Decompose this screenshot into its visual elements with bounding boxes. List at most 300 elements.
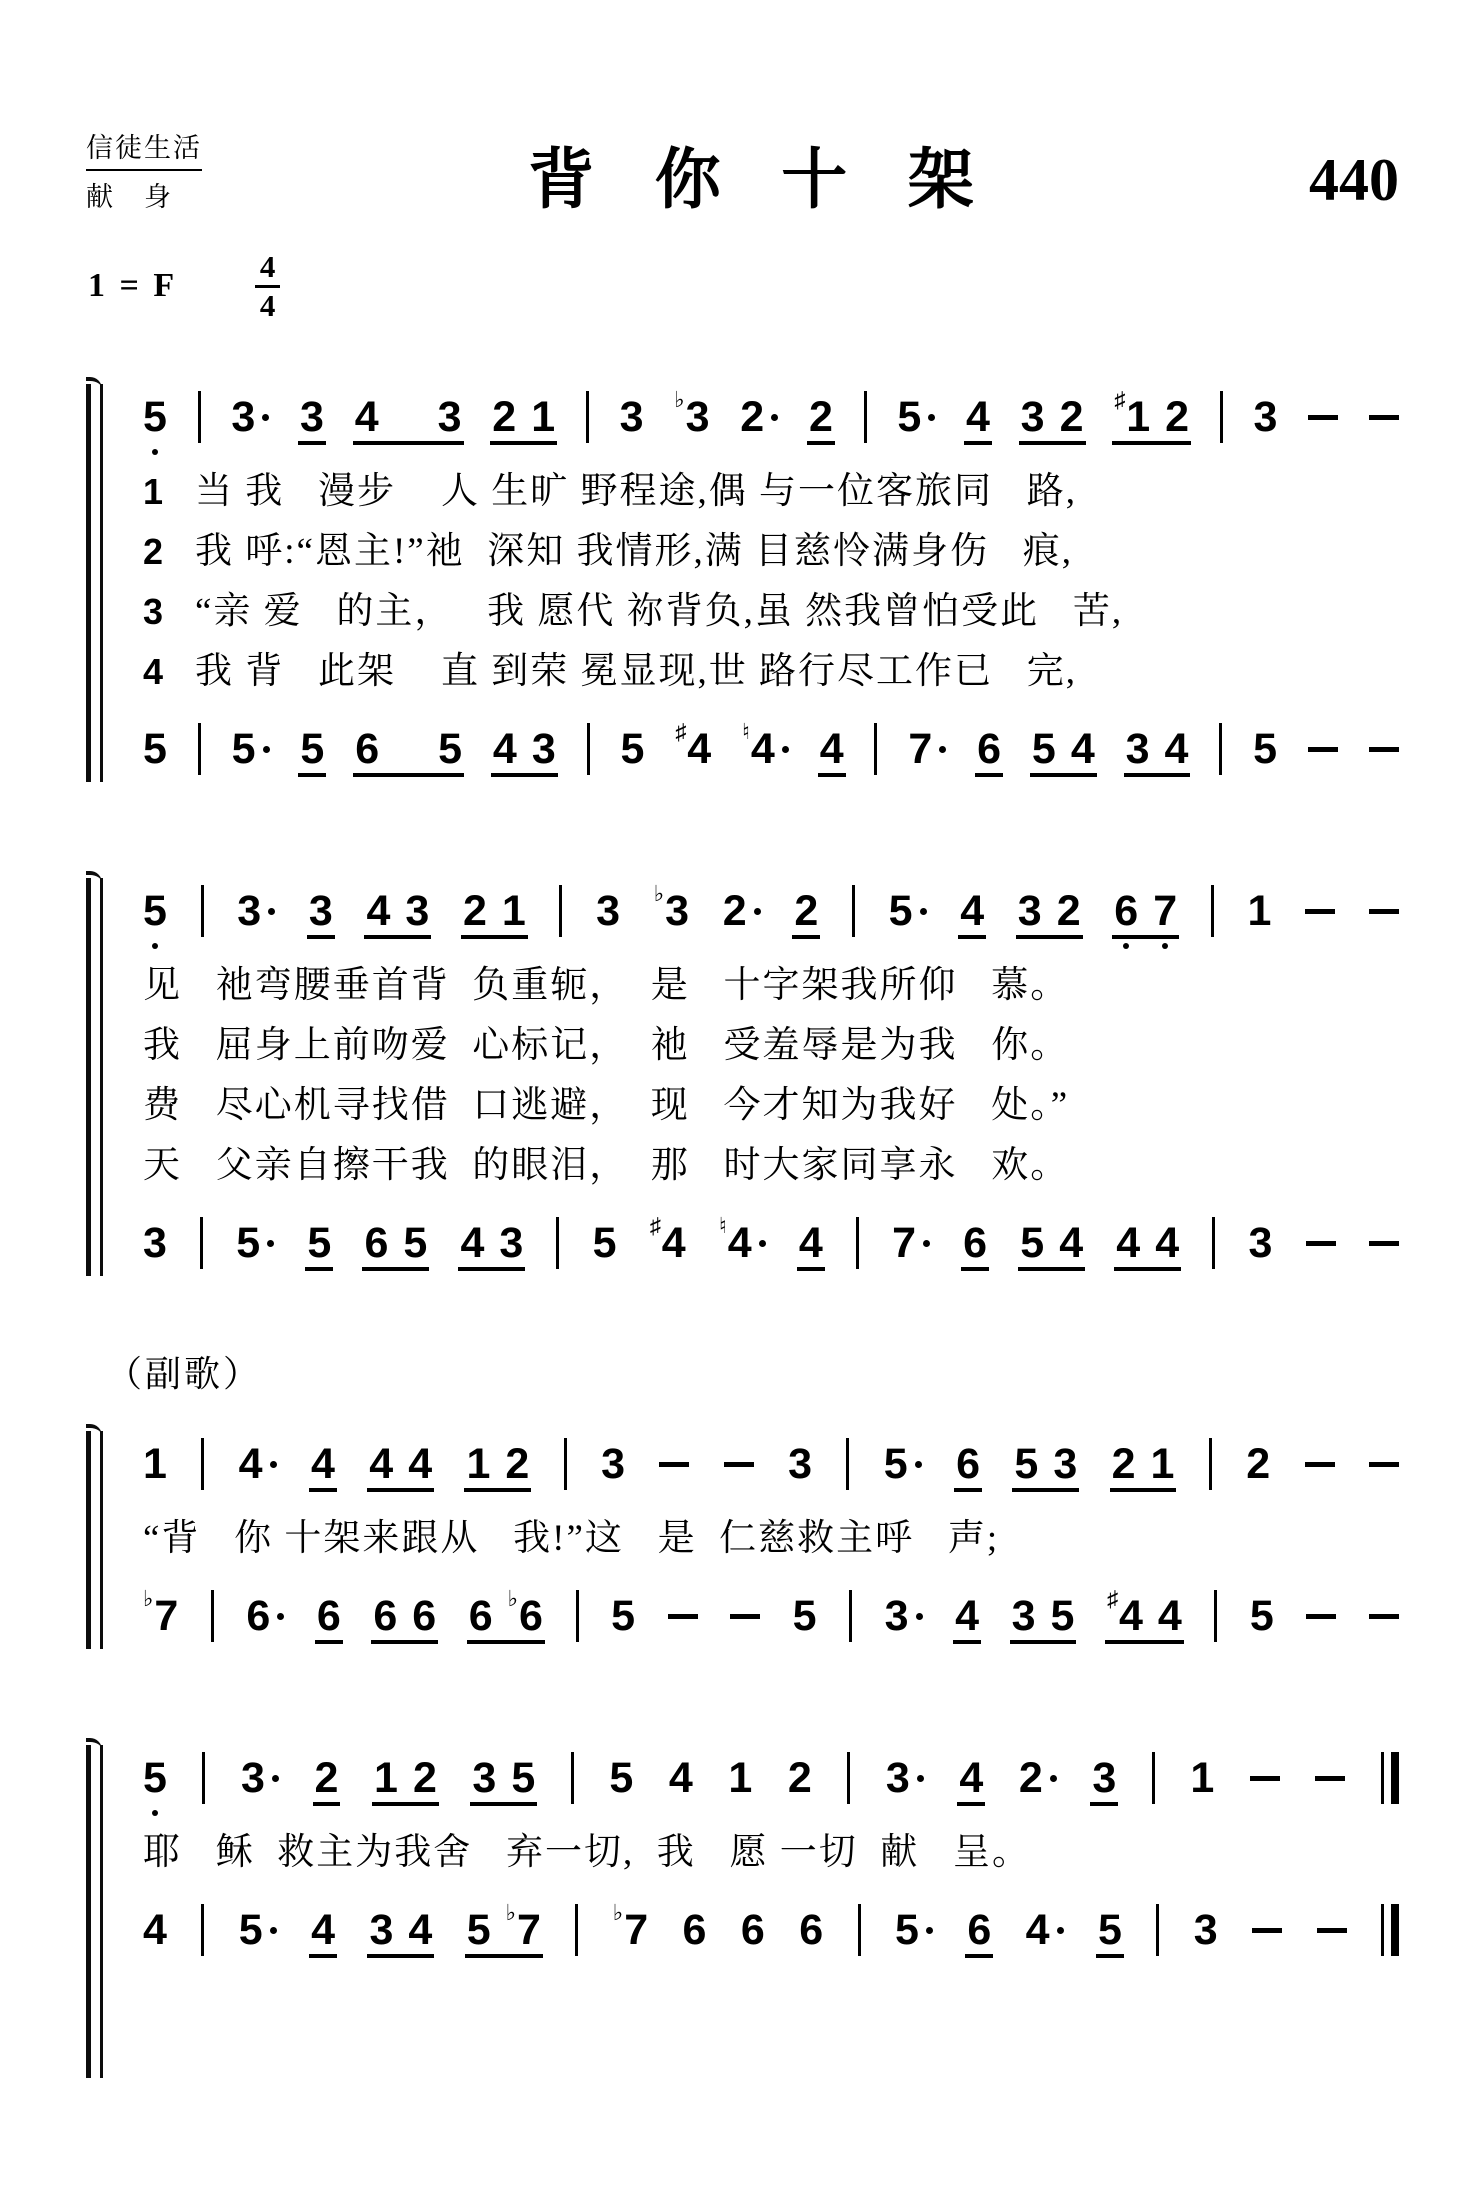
verse-number: 4 xyxy=(143,651,164,692)
beamed-group xyxy=(1107,1586,1182,1646)
lyrics xyxy=(143,1509,1399,1569)
verse-number: 1 xyxy=(143,471,164,512)
accidental-natural: ♮ xyxy=(742,719,750,744)
low-octave-dot xyxy=(1123,943,1129,949)
note xyxy=(955,1586,979,1646)
duration-dash xyxy=(730,1614,760,1619)
barline xyxy=(559,885,562,937)
duration-dash xyxy=(1252,1928,1282,1933)
note xyxy=(1014,1434,1038,1494)
note xyxy=(1098,1900,1122,1960)
note-digit: 4 xyxy=(460,1218,485,1267)
note xyxy=(611,1586,635,1646)
note xyxy=(369,1900,393,1960)
note-digit: 5 xyxy=(1031,724,1056,773)
barline xyxy=(576,1590,579,1642)
beamed-group xyxy=(492,387,555,447)
lyric-line xyxy=(143,1509,1399,1569)
accidental-sharp: ♯ xyxy=(1106,1586,1118,1611)
note xyxy=(1114,881,1138,941)
note xyxy=(231,387,269,447)
note-digit: 4 xyxy=(819,724,844,773)
note-digit: 3 xyxy=(241,1753,265,1802)
note-digit: 2 xyxy=(787,1753,812,1802)
note xyxy=(683,1900,707,1960)
note xyxy=(143,1748,167,1808)
note xyxy=(1071,719,1095,779)
barline xyxy=(1214,1590,1217,1642)
augmentation-dot xyxy=(782,746,789,753)
note-digit: 1 xyxy=(1247,886,1272,935)
barline xyxy=(1219,723,1222,775)
augmentation-dot xyxy=(267,1240,274,1247)
note xyxy=(620,387,644,447)
note-digit: 1 xyxy=(374,1753,398,1802)
augmentation-dot xyxy=(1050,1775,1057,1782)
note xyxy=(1253,719,1277,779)
system-bracket xyxy=(86,1431,103,1649)
duration-dash xyxy=(1369,909,1399,914)
lyric-text: 见 祂弯腰垂首背 负重轭， 是 十字架我所仰 慕。 xyxy=(143,965,1070,1006)
note xyxy=(1116,1213,1140,1273)
note-digit: 5 xyxy=(307,1218,332,1267)
note xyxy=(511,1748,535,1808)
lyric-text: 费 尽心机寻找借 口逃避， 现 今才知为我好 处。” xyxy=(143,1085,1070,1126)
lyric-text: “亲 爱 的主， 我 愿代 祢背负,虽 然我曾怕受此 苦, xyxy=(195,591,1124,632)
note xyxy=(460,1213,484,1273)
barline xyxy=(1156,1904,1159,1956)
note xyxy=(311,1434,335,1494)
note-digit: 1 xyxy=(143,1439,167,1488)
note xyxy=(977,719,1001,779)
barline xyxy=(1211,885,1214,937)
lyric-text: 我 屈身上前吻爱 心标记， 祂 受羞辱是为我 你。 xyxy=(143,1025,1070,1066)
note-digit: 4 xyxy=(1157,1591,1182,1640)
augmentation-dot xyxy=(270,1927,277,1934)
note xyxy=(1057,881,1081,941)
note xyxy=(239,1900,277,1960)
note-digit: 6 xyxy=(799,1905,824,1954)
page-title: 背 你 十 架 xyxy=(528,144,982,217)
note-digit: 3 xyxy=(1253,392,1278,441)
note xyxy=(237,881,275,941)
note xyxy=(492,387,516,447)
note xyxy=(1019,1748,1057,1808)
note xyxy=(650,1213,686,1273)
note xyxy=(1107,1586,1143,1646)
score xyxy=(86,384,1399,1963)
note-digit: 2 xyxy=(794,886,819,935)
note-digit: 5 xyxy=(611,1591,635,1640)
note-digit: 7 xyxy=(154,1591,179,1640)
note xyxy=(508,1586,543,1646)
note-digit: 3 xyxy=(143,1218,167,1267)
duration-dash xyxy=(1306,1241,1336,1246)
duration-dash xyxy=(1369,1241,1399,1246)
lyric-text: 我 背 此架 直 到荣 冕显现,世 路行尽工作已 完, xyxy=(195,651,1077,692)
note-digit: 3 xyxy=(1020,392,1045,441)
note-digit: 5 xyxy=(1249,1591,1274,1640)
note-digit: 3 xyxy=(596,886,621,935)
note xyxy=(788,1748,812,1808)
note xyxy=(793,1586,817,1646)
augmentation-dot xyxy=(939,746,946,753)
lyric-line xyxy=(143,642,1399,702)
note-digit: 2 xyxy=(808,392,833,441)
note xyxy=(1165,387,1189,447)
note-digit: 6 xyxy=(956,1439,981,1488)
notation-line-bottom xyxy=(143,1583,1399,1649)
lyrics xyxy=(143,1823,1399,1883)
note xyxy=(1190,1748,1214,1808)
lyrics xyxy=(143,462,1399,702)
note xyxy=(895,1900,933,1960)
note-digit: 4 xyxy=(1118,1591,1143,1640)
beamed-group xyxy=(355,719,462,779)
note xyxy=(889,881,927,941)
note xyxy=(355,719,379,779)
note-digit: 4 xyxy=(798,1218,823,1267)
note xyxy=(886,1748,924,1808)
note-digit: 4 xyxy=(311,1905,336,1954)
note xyxy=(438,719,462,779)
note-digit: 3 xyxy=(1053,1439,1078,1488)
note-digit: 4 xyxy=(668,1753,693,1802)
beamed-group xyxy=(467,1900,541,1960)
key-signature: 1 = F xyxy=(88,267,178,304)
augmentation-dot xyxy=(754,908,761,915)
note xyxy=(1018,881,1042,941)
beamed-group xyxy=(1032,719,1095,779)
accidental-sharp: ♯ xyxy=(649,1213,661,1238)
note xyxy=(960,881,984,941)
note xyxy=(1112,1434,1136,1494)
note-digit: 1 xyxy=(1126,392,1151,441)
note-digit: 4 xyxy=(366,886,391,935)
chorus-label: （副歌） xyxy=(106,1354,263,1394)
note xyxy=(728,1748,752,1808)
beamed-group xyxy=(366,881,429,941)
barline xyxy=(198,723,201,775)
note-digit: 4 xyxy=(408,1439,433,1488)
note-digit: 3 xyxy=(1011,1591,1036,1640)
note-digit: 6 xyxy=(740,1905,765,1954)
note xyxy=(1194,1900,1218,1960)
note-digit: 5 xyxy=(300,724,325,773)
note xyxy=(405,881,429,941)
note xyxy=(1165,719,1189,779)
note-digit: 2 xyxy=(1246,1439,1271,1488)
note xyxy=(959,1748,983,1808)
note xyxy=(374,1748,398,1808)
beamed-group xyxy=(1114,881,1177,941)
note xyxy=(1246,1434,1270,1494)
beamed-group xyxy=(1018,881,1081,941)
note xyxy=(820,719,844,779)
barline xyxy=(1209,1438,1212,1490)
note-digit: 5 xyxy=(143,392,167,441)
note-digit: 3 xyxy=(405,886,430,935)
note-digit: 6 xyxy=(355,724,380,773)
augmentation-dot xyxy=(262,414,269,421)
augmentation-dot xyxy=(1057,1927,1064,1934)
lyric-text: “背 你 十架来跟从 我!”这 是 仁慈救主呼 声; xyxy=(143,1518,1000,1559)
note xyxy=(1254,387,1278,447)
augmentation-dot xyxy=(920,908,927,915)
augmentation-dot xyxy=(923,1240,930,1247)
augmentation-dot xyxy=(926,1927,933,1934)
note-digit: 4 xyxy=(1155,1218,1180,1267)
note xyxy=(601,1434,625,1494)
beamed-group xyxy=(469,1586,543,1646)
beamed-group xyxy=(1116,1213,1179,1273)
note xyxy=(403,1213,427,1273)
note xyxy=(620,719,644,779)
duration-dash xyxy=(1305,909,1335,914)
beamed-group xyxy=(463,881,526,941)
note-digit: 4 xyxy=(354,392,379,441)
accidental-flat: ♭ xyxy=(653,881,665,906)
notation-line-bottom xyxy=(143,716,1399,782)
note-digit: 4 xyxy=(1059,1218,1084,1267)
note-digit: 4 xyxy=(966,392,990,441)
note-digit: 2 xyxy=(412,1753,437,1802)
note-digit: 3 xyxy=(237,886,262,935)
note-digit: 5 xyxy=(894,1905,919,1954)
note-digit: 6 xyxy=(373,1591,398,1640)
barline xyxy=(852,885,855,937)
note-digit: 3 xyxy=(300,392,324,441)
note xyxy=(1020,1213,1044,1273)
note xyxy=(469,1586,493,1646)
note xyxy=(413,1748,437,1808)
duration-dash xyxy=(1369,415,1399,420)
note-digit: 1 xyxy=(1150,1439,1175,1488)
note-digit: 6 xyxy=(246,1591,271,1640)
note-digit: 6 xyxy=(468,1591,493,1640)
note-digit: 5 xyxy=(897,392,922,441)
note xyxy=(593,1213,617,1273)
note xyxy=(493,719,517,779)
note xyxy=(232,719,270,779)
note xyxy=(1155,1213,1179,1273)
beamed-group xyxy=(364,1213,427,1273)
time-signature-bottom: 4 xyxy=(259,287,276,323)
duration-dash xyxy=(1305,1462,1335,1467)
note-digit: 7 xyxy=(908,724,933,773)
note xyxy=(613,1900,648,1960)
note-digit: 5 xyxy=(238,1905,263,1954)
note-digit: 3 xyxy=(1092,1753,1117,1802)
note xyxy=(1032,719,1056,779)
low-octave-dot xyxy=(152,1810,158,1816)
lyric-line xyxy=(143,1076,1399,1136)
beamed-group xyxy=(1112,1434,1175,1494)
lyric-line xyxy=(143,582,1399,642)
note-digit: 3 xyxy=(231,392,256,441)
note-digit: 5 xyxy=(511,1753,536,1802)
duration-dash xyxy=(1306,1614,1336,1619)
system-bracket xyxy=(86,1745,103,2078)
note-digit: 5 xyxy=(888,886,913,935)
note-digit: 7 xyxy=(517,1905,541,1954)
time-signature xyxy=(255,248,280,323)
note-digit: 4 xyxy=(143,1905,167,1954)
note-digit: 3 xyxy=(437,392,462,441)
note xyxy=(675,719,711,779)
note xyxy=(241,1748,279,1808)
system-chorus-part-2 xyxy=(86,1745,1399,1963)
note-digit: 5 xyxy=(1050,1591,1075,1640)
barline xyxy=(1152,1752,1155,1804)
note xyxy=(239,1434,277,1494)
note-digit: 2 xyxy=(1111,1439,1136,1488)
note-digit: 3 xyxy=(499,1218,524,1267)
note xyxy=(1153,881,1177,941)
note xyxy=(236,1213,274,1273)
system-bracket xyxy=(86,878,103,1276)
barline xyxy=(575,1904,578,1956)
note xyxy=(1021,387,1045,447)
note xyxy=(531,387,555,447)
note-digit: 2 xyxy=(492,392,517,441)
category-bottom: 献 身 xyxy=(86,182,173,212)
note xyxy=(317,1586,341,1646)
lyric-line xyxy=(143,1016,1399,1076)
note xyxy=(908,719,946,779)
final-barline-thin xyxy=(1381,1904,1384,1956)
note-digit: 5 xyxy=(1253,724,1278,773)
lyric-line xyxy=(143,956,1399,1016)
note xyxy=(309,881,333,941)
barline xyxy=(874,723,877,775)
time-signature-top: 4 xyxy=(259,248,276,284)
lyric-text: 我 呼:“恩主!”祂 深知 我情形,满 目慈怜满身伤 痕, xyxy=(195,531,1073,572)
note xyxy=(408,1434,432,1494)
note xyxy=(669,1748,693,1808)
note xyxy=(1126,719,1150,779)
note-digit: 5 xyxy=(143,724,167,773)
note xyxy=(723,881,761,941)
accidental-flat: ♭ xyxy=(505,1900,517,1925)
note xyxy=(1053,1434,1077,1494)
final-barline-thin xyxy=(1381,1752,1384,1804)
note xyxy=(809,387,833,447)
note xyxy=(956,1434,980,1494)
note-digit: 1 xyxy=(531,392,556,441)
duration-dash xyxy=(1308,415,1338,420)
note xyxy=(1012,1586,1036,1646)
duration-dash xyxy=(1308,747,1338,752)
note xyxy=(674,387,709,447)
note-digit: 4 xyxy=(310,1439,335,1488)
note-digit: 3 xyxy=(369,1905,394,1954)
note xyxy=(300,719,324,779)
note xyxy=(315,1748,339,1808)
duration-dash xyxy=(1369,1462,1399,1467)
accidental-flat: ♭ xyxy=(674,387,685,412)
barline xyxy=(846,1438,849,1490)
note xyxy=(438,387,462,447)
note xyxy=(300,387,324,447)
note-digit: 3 xyxy=(1193,1905,1218,1954)
system-body xyxy=(143,878,1399,1276)
beamed-group xyxy=(1114,387,1189,447)
note-digit: 6 xyxy=(682,1905,707,1954)
note-digit: 4 xyxy=(238,1439,263,1488)
low-octave-dot xyxy=(152,449,158,455)
beamed-group xyxy=(466,1434,529,1494)
note xyxy=(885,1586,923,1646)
duration-dash xyxy=(1317,1928,1347,1933)
system-body xyxy=(143,1431,1399,1649)
duration-dash xyxy=(1250,1776,1280,1781)
note xyxy=(373,1586,397,1646)
verse-number: 2 xyxy=(143,531,164,572)
note-digit: 2 xyxy=(1059,392,1084,441)
note xyxy=(143,1434,167,1494)
note-digit: 6 xyxy=(519,1591,543,1640)
note xyxy=(884,1434,922,1494)
barline xyxy=(849,1590,852,1642)
note-digit: 4 xyxy=(959,1753,984,1802)
note-digit: 7 xyxy=(892,1218,916,1267)
note xyxy=(609,1748,633,1808)
note xyxy=(463,881,487,941)
note xyxy=(143,719,167,779)
note-digit: 3 xyxy=(531,724,556,773)
final-barline xyxy=(1381,1752,1399,1804)
note-digit: 3 xyxy=(1017,886,1042,935)
barline xyxy=(198,391,201,443)
beamed-group xyxy=(493,719,556,779)
note-digit: 3 xyxy=(665,886,690,935)
note xyxy=(1060,387,1084,447)
augmentation-dot xyxy=(277,1613,284,1620)
note-digit: 1 xyxy=(466,1439,491,1488)
note-digit: 5 xyxy=(883,1439,908,1488)
augmentation-dot xyxy=(916,1613,923,1620)
note-digit: 6 xyxy=(967,1905,992,1954)
beamed-group xyxy=(1020,1213,1083,1273)
beamed-group xyxy=(355,387,462,447)
augmentation-dot xyxy=(270,1461,277,1468)
notation-line-top xyxy=(143,1745,1399,1811)
beamed-group xyxy=(373,1586,436,1646)
note-digit: 3 xyxy=(1125,724,1150,773)
note xyxy=(506,1900,541,1960)
note xyxy=(788,1434,812,1494)
note-digit: 4 xyxy=(750,724,775,773)
note-digit: 3 xyxy=(472,1753,497,1802)
notation-line-bottom xyxy=(143,1897,1399,1963)
note xyxy=(897,387,935,447)
note-digit: 4 xyxy=(661,1218,686,1267)
note-digit: 4 xyxy=(727,1218,752,1267)
lyric-line xyxy=(143,1136,1399,1196)
note xyxy=(1026,1900,1064,1960)
notation-line-top xyxy=(143,384,1399,450)
verse-number: 3 xyxy=(143,591,164,632)
accidental-natural: ♮ xyxy=(718,1213,727,1238)
final-barline xyxy=(1381,1904,1399,1956)
system-body xyxy=(143,384,1399,782)
beamed-group xyxy=(1126,719,1189,779)
note xyxy=(1158,1586,1182,1646)
barline xyxy=(1220,391,1223,443)
lyric-line xyxy=(143,522,1399,582)
lyric-line xyxy=(143,1823,1399,1883)
